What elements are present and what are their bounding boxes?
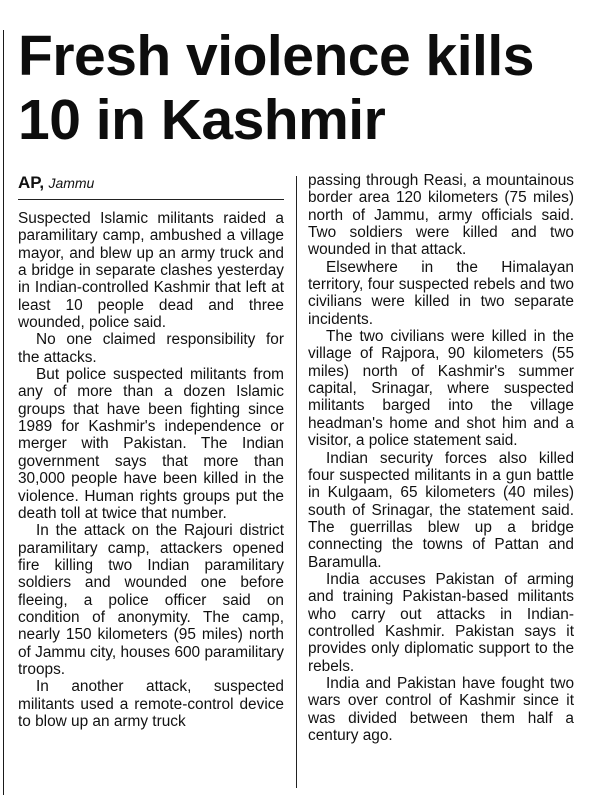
paragraph: Elsewhere in the Himalayan territory, four suspected rebels and two civilians were killed in two separate incidents. <box>308 258 574 328</box>
article-column-left <box>18 172 284 730</box>
paragraph: Indian security forces also killed four suspected militants in a gun battle in Kulgaam, 65 kilometers (40 miles) south of Srinagar, the statement said. The guerrillas blew up a bridge connecting the towns of Pattan and Baramulla. <box>308 449 574 571</box>
article-column-right <box>308 172 574 744</box>
headline: Fresh violence kills 10 in Kashmir <box>18 24 534 152</box>
paragraph: In another attack, suspected militants used a remote-control device to blow up an army truck <box>18 678 284 730</box>
column-divider <box>296 176 297 788</box>
paragraph: Suspected Islamic militants raided a paramilitary camp, ambushed a village mayor, and blew up an army truck and a bridge in separate clashes yesterday in Indian-controlled Kashmir that left at least 10 people dead and three wounded, police said. <box>18 210 284 332</box>
byline <box>18 172 284 200</box>
paragraph: No one claimed responsibility for the attacks. <box>18 331 284 366</box>
byline-agency: AP, <box>18 173 45 192</box>
paragraph: In the attack on the Rajouri district paramilitary camp, attackers opened fire killing two Indian paramilitary soldiers and wounded one before fleeing, a police officer said on condition of anonymity. The camp, nearly 150 kilometers (95 miles) north of Jammu city, houses 600 paramilitary troops. <box>18 522 284 678</box>
byline-location: Jammu <box>48 175 95 191</box>
paragraph: passing through Reasi, a mountainous border area 120 kilometers (75 miles) north of Jammu, army officials said. Two soldiers were killed and two wounded in that attack. <box>308 172 574 259</box>
paragraph: The two civilians were killed in the village of Rajpora, 90 kilometers (55 miles) north of Kashmir's summer capital, Srinagar, where suspected militants barged into the village headman's home and shot him and a visitor, a police statement said. <box>308 328 574 450</box>
clipping-edge-rule <box>3 30 4 795</box>
paragraph: India and Pakistan have fought two wars over control of Kashmir since it was divided between them half a century ago. <box>308 674 574 744</box>
paragraph: But police suspected militants from any of more than a dozen Islamic groups that have been fighting since 1989 for Kashmir's independence or merger with Pakistan. The Indian government says that more than 30,000 people have been killed in the violence. Human rights groups put the death toll at twice that number. <box>18 366 284 522</box>
paragraph: India accuses Pakistan of arming and training Pakistan-based militants who carry out attacks in Indian-controlled Kashmir. Pakistan says it provides only diplomatic support to the rebels. <box>308 570 574 675</box>
